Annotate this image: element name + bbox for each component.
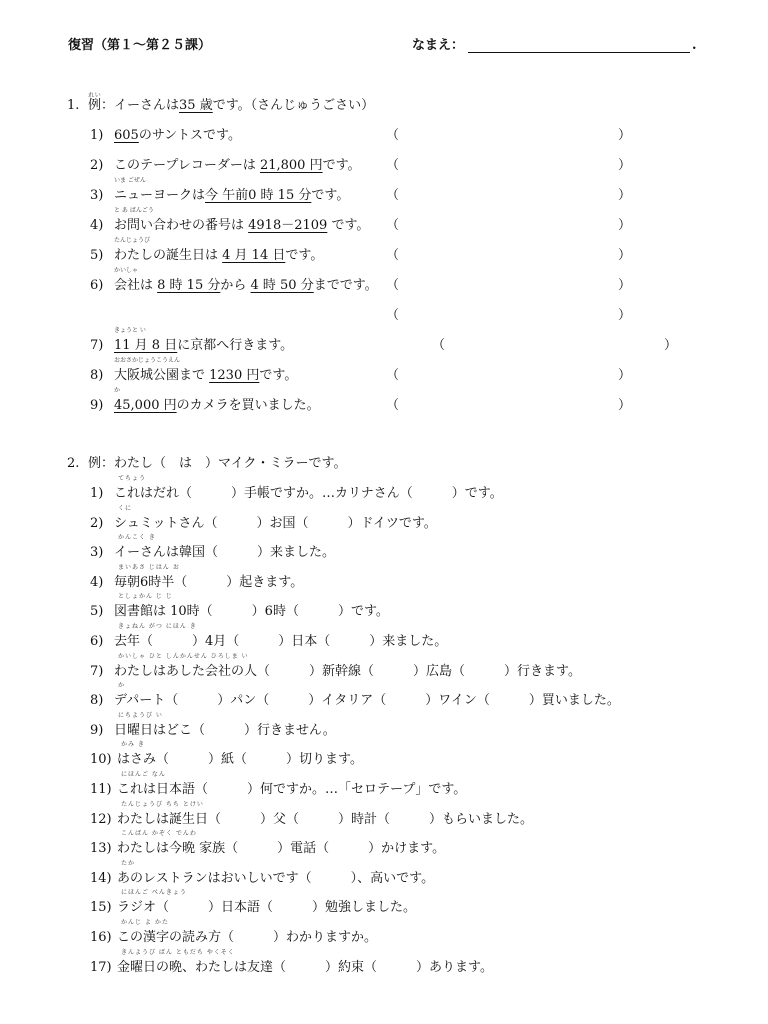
answer-paren-open[interactable]: （ (386, 188, 400, 203)
item-text (114, 652, 581, 679)
item-number: 3) (90, 188, 104, 203)
answer-paren-open[interactable]: （ (386, 368, 400, 383)
section-2-item (0, 565, 768, 595)
item-ruby: てちょう (118, 475, 147, 482)
section-2-item (0, 861, 768, 891)
item-text (114, 327, 294, 353)
item-text (117, 919, 378, 945)
item-number: 1) (90, 128, 104, 143)
item-ruby: にほんご なん (121, 771, 166, 778)
item-number: 3) (90, 545, 104, 561)
item-mid: に京都へ行きます。 (177, 338, 294, 353)
item-mid: です。 (285, 248, 324, 263)
section-1-number: 1. (67, 98, 80, 113)
item-text (117, 741, 363, 768)
item-ruby: きょうと い (114, 327, 146, 334)
item-number: 13) (90, 841, 112, 857)
item-sentence[interactable]: はさみ（ ）紙（ ）切ります。 (117, 752, 363, 768)
item-number: 5) (90, 604, 104, 620)
item-number: 8) (90, 368, 104, 383)
item-sentence[interactable]: デパート（ ）パン（ ）イタリア（ ）ワイン（ ）買いました。 (114, 693, 620, 709)
item-pre: このテープレコーダーは (114, 158, 260, 173)
name-field (412, 34, 697, 53)
item-text (114, 177, 350, 203)
item-sentence[interactable]: わたしは誕生日（ ）父（ ）時計（ ）もらいました。 (117, 811, 534, 827)
item-number: 17) (90, 959, 112, 975)
item-number: 7) (90, 663, 104, 679)
answer-paren-open[interactable]: （ (386, 308, 400, 323)
item-ruby: たんじょうび (114, 237, 151, 244)
item-underlined: 4918－2109 (248, 218, 328, 233)
section-2-number: 2. (67, 456, 80, 471)
item-text (114, 387, 320, 413)
answer-paren-open[interactable]: （ (386, 398, 400, 413)
item-underlined: 45,000 円 (114, 398, 177, 413)
item-sentence[interactable]: わたしはあした会社の人（ ）新幹線（ ）広島（ ）行きます。 (114, 663, 581, 679)
answer-paren-close[interactable]: ） (618, 308, 632, 323)
item-sentence[interactable]: この漢字の読み方（ ）わかりますか。 (117, 930, 378, 945)
item-sentence[interactable]: 金曜日の晩、わたしは友達（ ）約束（ ）あります。 (117, 959, 493, 975)
item-number: 6) (90, 278, 104, 293)
answer-paren-close[interactable]: ） (618, 218, 632, 233)
item-mid: です。 (322, 158, 361, 173)
item-number: 10) (90, 752, 112, 768)
section-2-item (0, 506, 768, 536)
item-mid: のサントスです。 (138, 128, 242, 143)
answer-paren-open[interactable]: （ (386, 158, 400, 173)
section-1-item-extra-answer (0, 298, 768, 328)
item-underlined: 今 午前0 時 15 分 (205, 188, 312, 203)
item-number: 15) (90, 900, 112, 916)
answer-paren-close[interactable]: ） (618, 278, 632, 293)
item-number: 16) (90, 930, 112, 945)
section-1-item (0, 328, 768, 358)
worksheet-title: 復習（第１〜第２５課） (68, 38, 212, 53)
answer-paren-open[interactable]: （ (386, 278, 400, 293)
item-text (114, 357, 298, 383)
item-number: 2) (90, 158, 104, 173)
section-2-example-row (0, 446, 768, 476)
example-underlined-value: 35 歳 (179, 98, 213, 113)
item-number: 14) (90, 870, 112, 886)
item-text (117, 859, 435, 886)
item-text (114, 154, 361, 173)
item-number: 9) (90, 398, 104, 413)
item-underlined: 11 月 8 日 (114, 338, 178, 353)
section-2-item (0, 742, 768, 772)
item-sentence[interactable]: あのレストランはおいしいです（ ）、高いです。 (117, 870, 435, 886)
item-ruby: にほんご べんきょう (121, 889, 187, 897)
section-2-item (0, 654, 768, 684)
section-1-item (0, 178, 768, 208)
section-2-example: 例：わたし（ は ）マイク・ミラーです。 (88, 456, 347, 471)
item-ruby: かいしゃ ひと しんかんせん ひろしま い (118, 652, 249, 660)
answer-paren-close[interactable]: ） (618, 188, 632, 203)
item-text (114, 237, 324, 263)
item-text (114, 682, 620, 709)
item-number: 7) (90, 338, 104, 353)
answer-paren-open[interactable]: （ (432, 338, 446, 353)
name-end-dot: . (692, 38, 697, 53)
item-ruby: たか (121, 859, 136, 867)
item-ruby: かいしゃ (114, 267, 139, 274)
section-2-item (0, 624, 768, 654)
item-text (114, 267, 378, 293)
item-underlined: 8 時 15 分 (157, 278, 221, 293)
name-blank-line[interactable] (468, 38, 690, 53)
item-mid: です。 (327, 218, 370, 233)
item-text (114, 563, 304, 590)
item-pre: お問い合わせの番号は (114, 218, 249, 233)
item-underlined: 4 月 14 日 (222, 248, 286, 263)
item-text (117, 830, 446, 857)
item-ruby: こんばん かぞく でんわ (121, 830, 197, 838)
section-1-item (0, 208, 768, 238)
section-2-item (0, 890, 768, 920)
item-pre: 大阪城公園まで (114, 368, 210, 383)
item-text (114, 711, 336, 738)
item-sentence[interactable]: これはだれ（ ）手帳ですか。…カリナさん（ ）です。 (114, 486, 503, 501)
item-number: 9) (90, 722, 104, 738)
answer-paren-close[interactable]: ） (618, 398, 632, 413)
item-text (114, 534, 336, 561)
section-2-item (0, 535, 768, 565)
item-mid: から (220, 278, 251, 293)
section-2-item (0, 683, 768, 713)
section-1-item (0, 268, 768, 298)
item-sentence[interactable]: シュミットさん（ ）お国（ ）ドイツです。 (114, 515, 437, 531)
section-1-item (0, 238, 768, 268)
item-sentence[interactable]: 図書館は 10時（ ）6時（ ）です。 (114, 604, 389, 620)
item-number: 4) (90, 574, 104, 590)
answer-paren-close[interactable]: ） (618, 158, 632, 173)
item-post: までです。 (313, 278, 378, 293)
item-ruby: くに (118, 504, 133, 512)
item-ruby: にちようび い (118, 711, 163, 719)
item-ruby: か (118, 682, 126, 690)
item-text (117, 889, 417, 916)
item-ruby: まいあさ じはん お (118, 563, 180, 571)
item-ruby: おおさかじょうこうえん (114, 357, 181, 364)
item-text (114, 593, 389, 620)
name-label: なまえ： (412, 38, 465, 53)
item-number: 8) (90, 693, 104, 709)
answer-paren-close[interactable]: ） (618, 368, 632, 383)
item-sentence[interactable]: ラジオ（ ）日本語（ ）勉強しました。 (117, 900, 417, 916)
item-underlined-2: 4 時 50 分 (250, 278, 314, 293)
item-ruby: か (114, 387, 121, 394)
section-2-item (0, 594, 768, 624)
section-1-example (88, 92, 374, 113)
example-label: 例れい (88, 92, 102, 113)
item-ruby: かんじ よ かた (121, 919, 169, 926)
item-mid: のカメラを買いました。 (176, 398, 320, 413)
item-pre: ニューヨークは (114, 188, 206, 203)
answer-paren-open[interactable]: （ (386, 128, 400, 143)
answer-paren-open[interactable]: （ (386, 218, 400, 233)
example-suffix: です。（さんじゅうごさい） (212, 98, 375, 113)
item-sentence[interactable]: 去年（ ）4月（ ）日本（ ）来ました。 (114, 634, 448, 649)
section-1-item (0, 388, 768, 418)
item-underlined: 1230 円 (209, 368, 260, 383)
worksheet-header (0, 34, 768, 56)
example-prefix: ：イーさんは (101, 98, 180, 113)
item-text (117, 800, 534, 827)
answer-paren-open[interactable]: （ (386, 248, 400, 263)
section-2-item (0, 831, 768, 861)
section-2-item (0, 476, 768, 506)
item-text (114, 623, 448, 649)
item-number: 12) (90, 811, 112, 827)
section-1-item (0, 118, 768, 148)
section-2-item (0, 920, 768, 950)
item-mid: です。 (259, 368, 298, 383)
item-number: 2) (90, 515, 104, 531)
item-sentence[interactable]: わたしは今晩 家族（ ）電話（ ）かけます。 (117, 841, 446, 857)
item-number: 11) (90, 782, 112, 797)
section-2-item (0, 802, 768, 832)
item-number: 6) (90, 634, 104, 649)
item-ruby: たんじょうび ちち とけい (121, 800, 204, 808)
item-pre: わたしの誕生日は (114, 248, 223, 263)
section-2-item (0, 772, 768, 802)
item-sentence[interactable]: イーさんは韓国（ ）来ました。 (114, 545, 336, 561)
item-text (114, 124, 241, 143)
item-sentence[interactable]: これは日本語（ ）何ですか。…「セロテープ」です。 (117, 782, 467, 797)
item-underlined: 21,800 円 (259, 158, 323, 173)
item-ruby: きょねん がつ にほん き (118, 623, 197, 630)
item-ruby: としょかん じ じ (118, 593, 173, 601)
item-pre: 会社は (114, 278, 158, 293)
item-text (114, 504, 437, 531)
section-2-item (0, 713, 768, 743)
item-ruby: と あ ばんごう (114, 207, 154, 214)
item-text (117, 771, 467, 797)
item-number: 4) (90, 218, 104, 233)
answer-paren-close[interactable]: ） (618, 248, 632, 263)
section-1-item (0, 148, 768, 178)
item-text (114, 475, 503, 501)
item-sentence[interactable]: 日曜日はどこ（ ）行きません。 (114, 722, 336, 738)
section-2-item (0, 950, 768, 980)
item-text (114, 207, 370, 233)
section-1-item (0, 358, 768, 388)
section-1-example-row (0, 88, 768, 118)
answer-paren-close[interactable]: ） (618, 128, 632, 143)
item-mid: です。 (311, 188, 350, 203)
item-ruby: いま ごぜん (114, 177, 146, 184)
item-text (117, 948, 493, 975)
item-ruby: きんようび ばん ともだち やくそく (121, 948, 235, 956)
item-underlined: 605 (114, 128, 139, 143)
item-number: 5) (90, 248, 104, 263)
item-ruby: かみ き (121, 741, 145, 749)
answer-paren-close[interactable]: ） (664, 338, 678, 353)
item-number: 1) (90, 486, 104, 501)
item-ruby: かんこく き (118, 534, 156, 542)
item-sentence[interactable]: 毎朝6時半（ ）起きます。 (114, 574, 304, 590)
